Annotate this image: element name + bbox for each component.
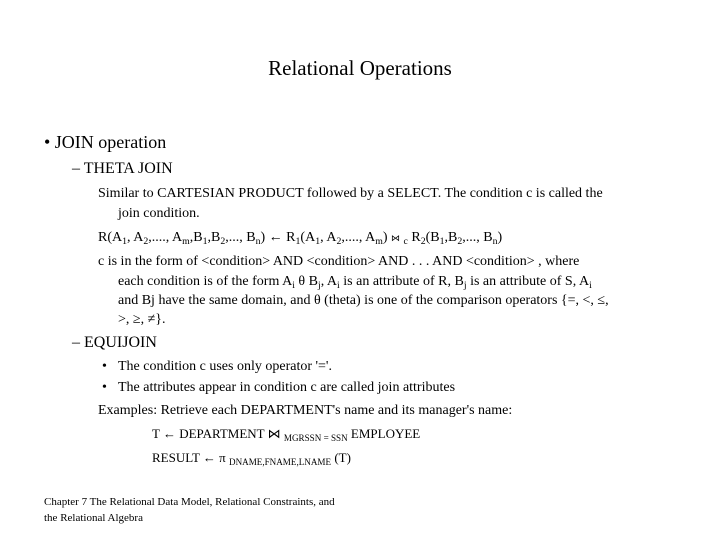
footer-chapter-title: Chapter 7 The Relational Data Model, Relational Constraints, and the Relational Algebra [44, 496, 335, 524]
slide-title: Relational Operations [268, 56, 452, 80]
example-text: Examples: Retrieve each DEPARTMENT's name and its manager's name: [98, 403, 513, 418]
project-expr-left: RESULT ← π [152, 450, 226, 465]
subheading-theta-join: – THETA JOIN [72, 160, 173, 177]
equijoin-bullet-1 [102, 357, 332, 377]
theta-join-description-cont: join condition. [118, 206, 200, 221]
bullet-dot-icon: • [102, 359, 107, 374]
join-expr-right: EMPLOYEE [350, 426, 421, 441]
bullet-join-operation: • JOIN operation [44, 132, 167, 152]
condition-description-cont3: >, ≥, ≠}. [118, 312, 166, 327]
equijoin-bullet-1-text: The condition c uses only operator '='. [118, 359, 332, 374]
condition-description-cont2: and Bj have the same domain, and θ (theta) is one of the comparison operators {=, <, ≤, [118, 293, 609, 308]
condition-description: c is in the form of <condition> AND <condition> AND . . . AND <condition> , where [98, 254, 580, 269]
subheading-equijoin: – EQUIJOIN [72, 334, 157, 351]
example-join-expression [152, 426, 420, 442]
condition-description-cont: each condition is of the form $A_i$ θ $B_j$, $A_i$ is an attribute of R, $B_j$ is an attribute of S, $A_i$ [118, 274, 592, 291]
bullet-dot-icon: • [102, 380, 107, 395]
project-attributes: DNAME,FNAME,LNAME [229, 457, 332, 467]
theta-join-description: Similar to CARTESIAN PRODUCT followed by a SELECT. The condition c is called the [98, 186, 603, 201]
example-project-expression [152, 450, 351, 466]
equijoin-bullet-2-text: The attributes appear in condition c are called join attributes [118, 380, 456, 395]
equijoin-bullet-2 [102, 378, 455, 398]
join-condition: MGRSSN = SSN [283, 433, 348, 443]
join-expr-left: T ← DEPARTMENT ⋈ [152, 426, 281, 441]
theta-join-formula: $R(A_1$, $A_2$,...., $A_m,B_1,B_2$,..., $B_n$) ← $R_1(A_1$, $A_2$,...., $A_m$) ⋈ $_c$ $R_2(B_1,B_2$,..., $B_n$) [98, 230, 503, 247]
project-expr-right: (T) [334, 450, 351, 465]
